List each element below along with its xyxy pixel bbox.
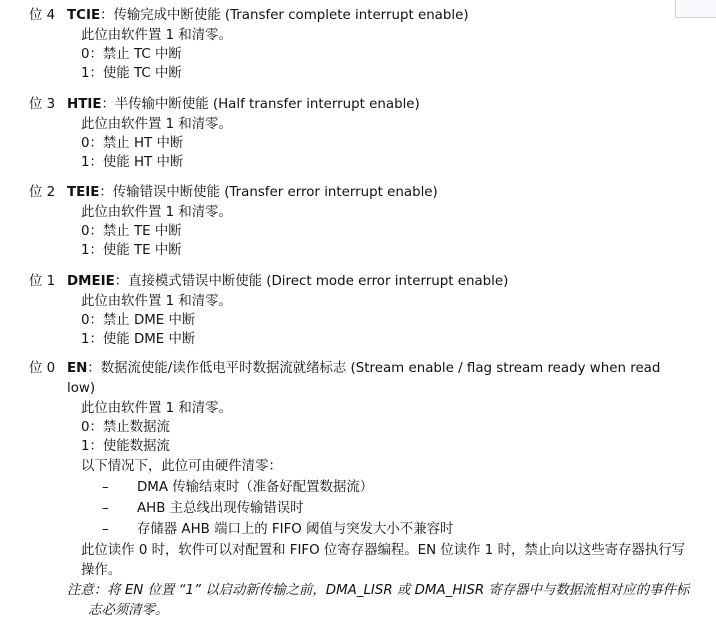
bit-text-line: 1：使能数据流 (81, 439, 170, 454)
bit-text-line: 1：使能 DME 中断 (81, 332, 196, 347)
note-text: 注意：将 EN 位置 “1” 以启动新传输之前，DMA_LISR 或 DMA_HISR 寄存器中与数据流相对应的事件标志必须清零。 (67, 583, 690, 618)
bit-description: ：直接模式错误中断使能 (Direct mode error interrupt enable) (114, 274, 509, 289)
note-paragraph (67, 581, 692, 620)
bit-text-line: 0：禁止数据流 (81, 420, 170, 435)
bit-text-line: 此位由软件置 1 和清零。 (81, 205, 232, 220)
bit-text-line: 此位由软件置 1 和清零。 (81, 401, 232, 416)
bit-name: EN (67, 361, 88, 376)
bit-text-line: 0：禁止 DME 中断 (81, 313, 196, 328)
condition-item: DMA 传输结束时（准备好配置数据流） (137, 480, 374, 495)
bit-heading (67, 183, 667, 203)
condition-item: AHB 主总线出现传输错误时 (137, 501, 304, 516)
bit-name: TCIE (67, 8, 101, 23)
bit-number: 位 0 (29, 361, 56, 376)
bit-name: HTIE (67, 97, 102, 112)
bit-name: DMEIE (67, 274, 115, 289)
bit-text-line: 1：使能 TE 中断 (81, 243, 182, 258)
bullet-dash: – (102, 480, 109, 495)
bit-heading (67, 95, 667, 115)
bit-description: ：半传输中断使能 (Half transfer interrupt enable) (101, 97, 420, 112)
bit-number: 位 2 (29, 185, 56, 200)
bit-text-line: 1：使能 TC 中断 (81, 66, 182, 81)
bit-number: 位 1 (29, 274, 56, 289)
bit-number: 位 4 (29, 8, 56, 23)
write-behavior-paragraph: 此位读作 0 时，软件可以对配置和 FIFO 位寄存器编程。EN 位读作 1 时，禁止向以这些寄存器执行写操作。 (81, 543, 686, 578)
bit-heading (67, 272, 667, 292)
bit-text-line: 1：使能 HT 中断 (81, 155, 184, 170)
bit-description: ：传输完成中断使能 (Transfer complete interrupt enable) (100, 8, 469, 23)
bit-text-line: 0：禁止 HT 中断 (81, 136, 184, 151)
bit-name: TEIE (67, 185, 100, 200)
bit-text-line: 0：禁止 TE 中断 (81, 224, 182, 239)
condition-item: 存储器 AHB 端口上的 FIFO 阈值与突发大小不兼容时 (137, 522, 454, 537)
bit-description: ：数据流使能/读作低电平时数据流就绪标志 (Stream enable / flag stream ready when read low) (67, 361, 661, 396)
bullet-dash: – (102, 522, 109, 537)
corner-frame (675, 0, 716, 18)
bit-number: 位 3 (29, 97, 56, 112)
bit-heading (67, 6, 667, 26)
bullet-dash: – (102, 501, 109, 516)
bit-text-line: 此位由软件置 1 和清零。 (81, 294, 232, 309)
bit-text-line: 0：禁止 TC 中断 (81, 47, 182, 62)
bit-text-line: 以下情况下，此位可由硬件清零： (81, 459, 282, 474)
bit-description: ：传输错误中断使能 (Transfer error interrupt enable) (99, 185, 438, 200)
bit-text-line: 此位由软件置 1 和清零。 (81, 117, 232, 132)
bit-text-line: 此位由软件置 1 和清零。 (81, 28, 232, 43)
bit-heading (67, 359, 667, 398)
